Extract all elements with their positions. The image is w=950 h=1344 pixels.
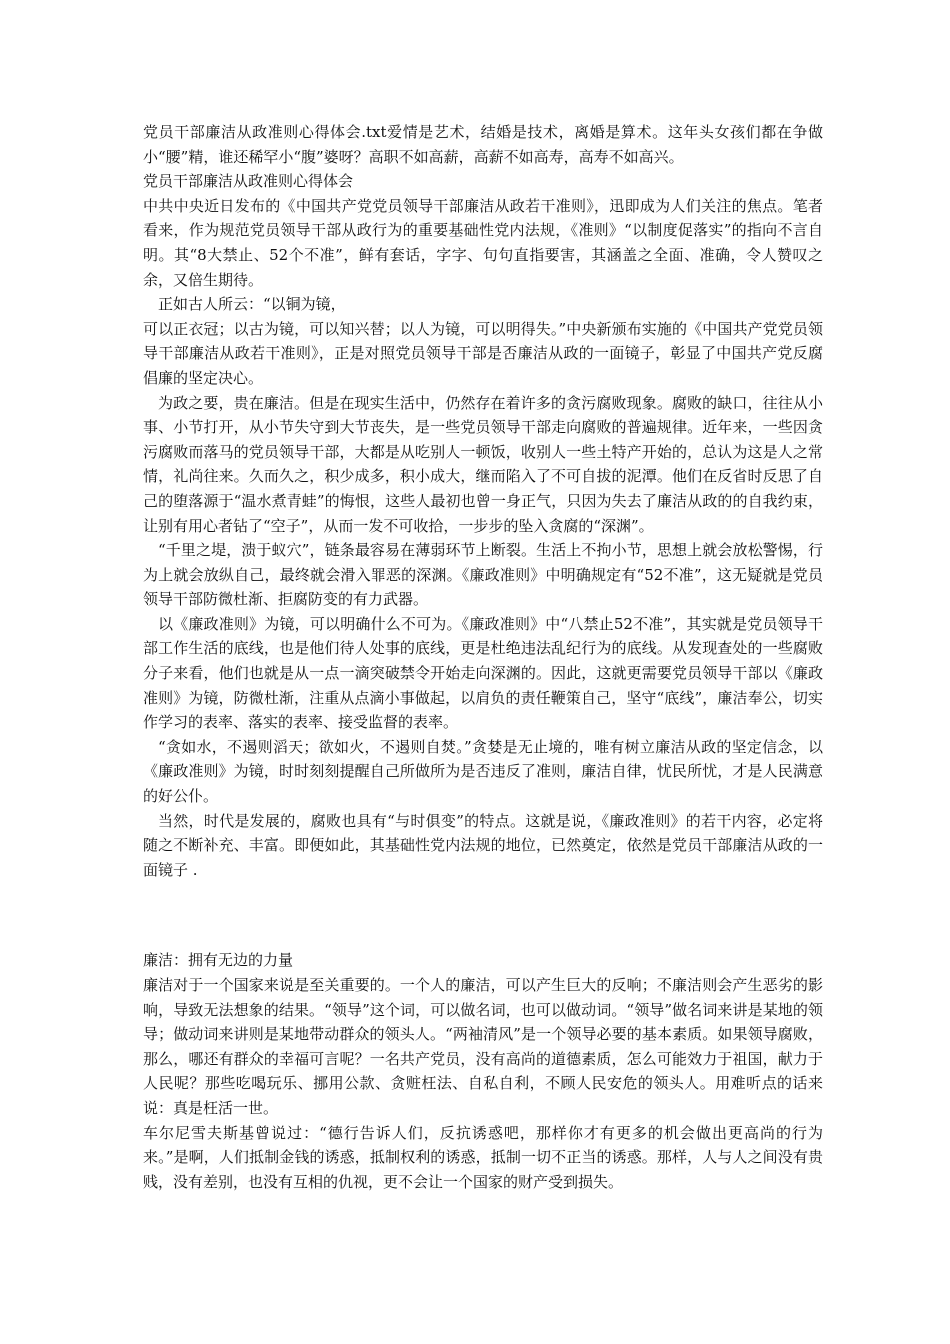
intro-line: 党员干部廉洁从政准则心得体会.txt爱情是艺术，结婚是技术，离婚是算术。这年头女孩们都在争做小“腰”精，谁还稀罕小“腹”婆呀？高职不如高薪，高薪不如高寿，高寿不如高兴。 — [143, 123, 823, 166]
paragraph: “千里之堤，溃于蚁穴”，链条最容易在薄弱环节上断裂。生活上不拘小节，思想上就会放松警惕，行为上就会放纵自己，最终就会滑入罪恶的深渊。《廉政准则》中明确规定有“52不准”，这无疑就是党员领导干部防微杜渐、拒腐防变的有力武器。 — [143, 541, 823, 609]
article-title: 廉洁：拥有无边的力量 — [143, 951, 294, 970]
paragraph: 为政之要，贵在廉洁。但是在现实生活中，仍然存在着许多的贪污腐败现象。腐败的缺口，往往从小事、小节打开，从小节失守到大节丧失，是一些党员领导干部走向腐败的普遍规律。近年来，一些因贪污腐败而落马的党员领导干部，大都是从吃别人一顿饭，收别人一些土特产开始的，总认为这是人之常情，礼尚往来。久而久之，积少成多，积小成大，继而陷入了不可自拔的泥潭。他们在反省时反思了自己的堕落源于“温水煮青蛙”的悔恨，这些人最初也曾一身正气，只因为失去了廉洁从政的的自我约束，让别有用心者钻了“空子”，从而一发不可收拾，一步步的坠入贪腐的“深渊”。 — [143, 393, 823, 535]
paragraph: 正如古人所云：“以铜为镜， — [158, 295, 346, 314]
paragraph: “贪如水，不遏则滔天；欲如火，不遏则自焚。”贪婪是无止境的，唯有树立廉洁从政的坚定信念，以《廉政准则》为镜，时时刻刻提醒自己所做所为是否违反了准则，廉洁自律，忧民所忧，才是人民满意的好公仆。 — [143, 737, 823, 806]
paragraph: 中共中央近日发布的《中国共产党党员领导干部廉洁从政若干准则》，迅即成为人们关注的焦点。笔者看来，作为规范党员领导干部从政行为的重要基础性党内法规，《准则》“以制度促落实”的指向不言自明。其“8大禁止、52个不准”，鲜有套话，字字、句句直指要害，其涵盖之全面、准确，令人赞叹之余，又倍生期待。 — [143, 196, 823, 289]
paragraph: 可以正衣冠；以古为镜，可以知兴替；以人为镜，可以明得失。”中央新颁布实施的《中国共产党党员领导干部廉洁从政若干准则》，正是对照党员领导干部是否廉洁从政的一面镜子，彰显了中国共产党反腐倡廉的坚定决心。 — [143, 319, 823, 387]
paragraph: 当然，时代是发展的，腐败也具有“与时俱变”的特点。这就是说，《廉政准则》的若干内容，必定将随之不断补充、丰富。即便如此，其基础性党内法规的地位，已然奠定，依然是党员干部廉洁从政的一面镜子 . — [143, 811, 823, 879]
paragraph: 廉洁对于一个国家来说是至关重要的。一个人的廉洁，可以产生巨大的反响；不廉洁则会产生恶劣的影响，导致无法想象的结果。“领导”这个词，可以做名词，也可以做动词。“领导”做名词来讲是某地的领导；做动词来讲则是某地带动群众的领头人。“两袖清风”是一个领导必要的基本素质。如果领导腐败，那么，哪还有群众的幸福可言呢？一名共产党员，没有高尚的道德素质，怎么可能效力于祖国，献力于人民呢？那些吃喝玩乐、挪用公款、贪赃枉法、自私自利，不顾人民安危的领头人。用难听点的话来说：真是枉活一世。 — [143, 976, 823, 1117]
article-title: 党员干部廉洁从政准则心得体会 — [143, 172, 354, 191]
paragraph: 以《廉政准则》为镜，可以明确什么不可为。《廉政准则》中“八禁止52不准”，其实就是党员领导干部工作生活的底线，也是他们待人处事的底线，更是杜绝违法乱纪行为的底线。从发现查处的一些腐败分子来看，他们也就是从一点一滴突破禁令开始走向深渊的。因此，这就更需要党员领导干部以《廉政准则》为镜，防微杜渐，注重从点滴小事做起，以肩负的责任鞭策自己，坚守“底线”，廉洁奉公，切实作学习的表率、落实的表率、接受监督的表率。 — [143, 614, 823, 732]
paragraph: 车尔尼雪夫斯基曾说过：“德行告诉人们，反抗诱惑吧，那样你才有更多的机会做出更高尚的行为来。”是啊，人们抵制金钱的诱惑，抵制权利的诱惑，抵制一切不正当的诱惑。那样，人与人之间没有贵贱，没有差别，也没有互相的仇视，更不会让一个国家的财产受到损失。 — [143, 1123, 823, 1191]
document-page — [143, 120, 823, 1194]
section-spacer — [143, 882, 823, 948]
